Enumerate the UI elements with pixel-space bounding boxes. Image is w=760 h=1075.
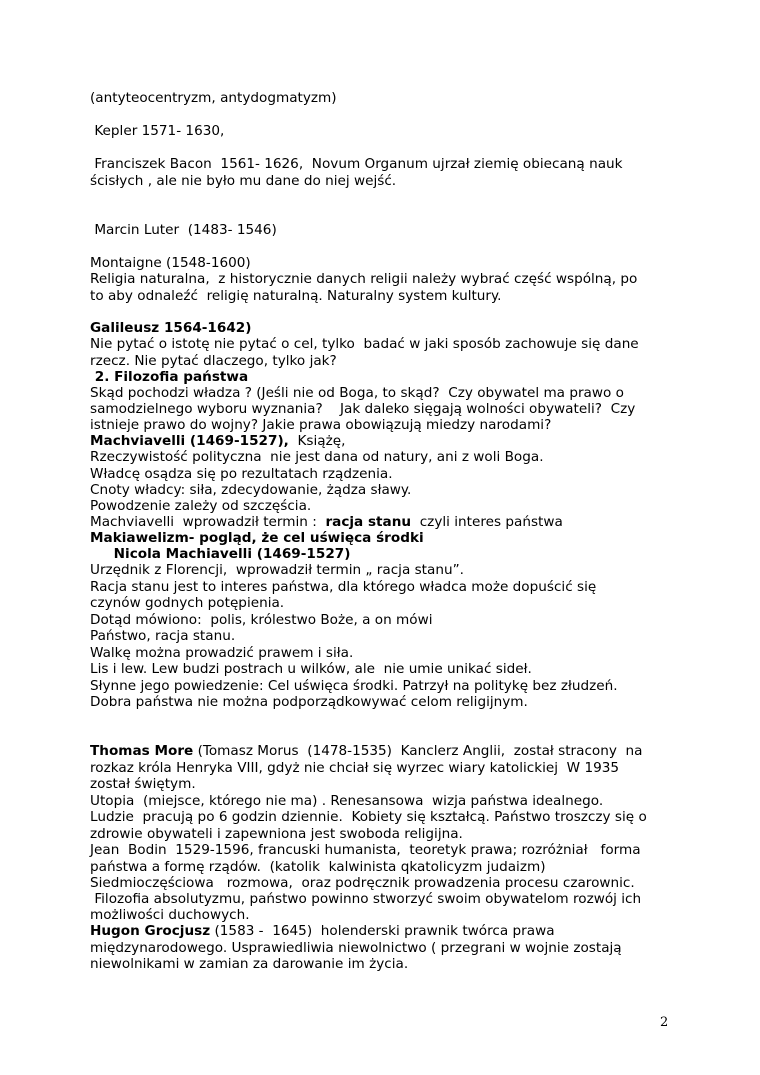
text-line: międzynarodowego. Usprawiedliwia niewolnictwo ( przegrani w wojnie zostają [90, 940, 622, 956]
text-line [90, 923, 555, 939]
text-line: państwa a formę rządów. (katolik kalwinista qkatolicyzm judaizm) [90, 859, 546, 875]
inline-text: Książę, [288, 433, 346, 449]
inline-text: (Tomasz Morus (1478-1535) Kanclerz Anglii, został stracony na [193, 743, 643, 759]
text-line: Urzędnik z Florencji, wprowadził termin „ racja stanu”. [90, 562, 464, 578]
bold-line: Nicola Machiavelli (1469-1527) [90, 546, 351, 562]
text-line: Powodzenie zależy od szczęścia. [90, 498, 312, 514]
text-line: to aby odnaleźć religię naturalną. Naturalny system kultury. [90, 288, 502, 304]
bold-name: Machviavelli (1469-1527), [90, 433, 289, 449]
text-line: Utopia (miejsce, którego nie ma) . Renesansowa wizja państwa idealnego. [90, 793, 604, 809]
text-line: istnieje prawo do wojny? Jakie prawa obowiązują miedzy narodami? [90, 417, 552, 433]
text-line: Rzeczywistość polityczna nie jest dana od natury, ani z woli Boga. [90, 449, 544, 465]
inline-text: Machviavelli wprowadził termin : [90, 514, 326, 530]
text-line: możliwości duchowych. [90, 907, 250, 923]
text-line: Ludzie pracują po 6 godzin dziennie. Kobiety się kształcą. Państwo troszczy się o [90, 809, 647, 825]
text-line: ścisłych , ale nie było mu dane do niej wejść. [90, 173, 397, 189]
text-line: Franciszek Bacon 1561- 1626, Novum Organum ujrzał ziemię obiecaną nauk [90, 156, 623, 172]
bold-line: Makiawelizm- pogląd, że cel uświęca środki [90, 530, 424, 546]
text-line: Montaigne (1548-1600) [90, 255, 251, 271]
text-line: (antyteocentryzm, antydogmatyzm) [90, 90, 337, 106]
text-line: Religia naturalna, z historycznie danych religii należy wybrać część wspólną, po [90, 271, 638, 287]
text-line: Cnoty władcy: siła, zdecydowanie, żądza sławy. [90, 482, 412, 498]
text-line: Władcę osądza się po rezultatach rządzenia. [90, 466, 393, 482]
page-number: 2 [660, 1015, 669, 1030]
inline-text: czyli interes państwa [411, 514, 563, 530]
text-line [90, 433, 345, 449]
text-line: Marcin Luter (1483- 1546) [90, 222, 277, 238]
text-line: Kepler 1571- 1630, [90, 123, 225, 139]
text-line: Dobra państwa nie można podporządkowywać celom religijnym. [90, 694, 528, 710]
text-line: Filozofia absolutyzmu, państwo powinno stworzyć swoim obywatelom rozwój ich [90, 891, 642, 907]
text-line: Jean Bodin 1529-1596, francuski humanista, teoretyk prawa; rozróżniał forma [90, 842, 641, 858]
bold-name: Thomas More [90, 743, 194, 759]
text-line: czynów godnych potępienia. [90, 595, 285, 611]
text-line: został świętym. [90, 776, 196, 792]
text-line: Skąd pochodzi władza ? (Jeśli nie od Boga, to skąd? Czy obywatel ma prawo o [90, 385, 624, 401]
text-line [90, 743, 642, 759]
heading-galileusz: Galileusz 1564-1642) [90, 320, 252, 336]
text-line [90, 514, 563, 530]
text-line: Nie pytać o istotę nie pytać o cel, tylko badać w jaki sposób zachowuje się dane [90, 336, 639, 352]
text-line: Dotąd mówiono: polis, królestwo Boże, a on mówi [90, 612, 433, 628]
text-line: niewolnikami w zamian za darowanie im życia. [90, 956, 409, 972]
text-line: Walkę można prowadzić prawem i siła. [90, 645, 354, 661]
text-line: Lis i lew. Lew budzi postrach u wilków, ale nie umie unikać sideł. [90, 661, 532, 677]
text-line: rzecz. Nie pytać dlaczego, tylko jak? [90, 353, 337, 369]
text-line: zdrowie obywateli i zapewniona jest swoboda religijna. [90, 826, 463, 842]
section-heading: 2. Filozofia państwa [90, 369, 249, 385]
text-line: Racja stanu jest to interes państwa, dla którego władca może dopuścić się [90, 579, 597, 595]
inline-text: (1583 - 1645) holenderski prawnik twórca prawa [210, 923, 555, 939]
bold-term: racja stanu [325, 514, 412, 530]
text-line: Siedmioczęściowa rozmowa, oraz podręcznik prowadzenia procesu czarownic. [90, 875, 635, 891]
text-line: Słynne jego powiedzenie: Cel uświęca środki. Patrzył na politykę bez złudzeń. [90, 678, 618, 694]
text-line: rozkaz króla Henryka VIII, gdyż nie chciał się wyrzec wiary katolickiej W 1935 [90, 760, 620, 776]
bold-name: Hugon Grocjusz [90, 923, 211, 939]
text-line: Państwo, racja stanu. [90, 628, 236, 644]
text-line: samodzielnego wyboru wyznania? Jak daleko sięgają wolności obywateli? Czy [90, 401, 636, 417]
